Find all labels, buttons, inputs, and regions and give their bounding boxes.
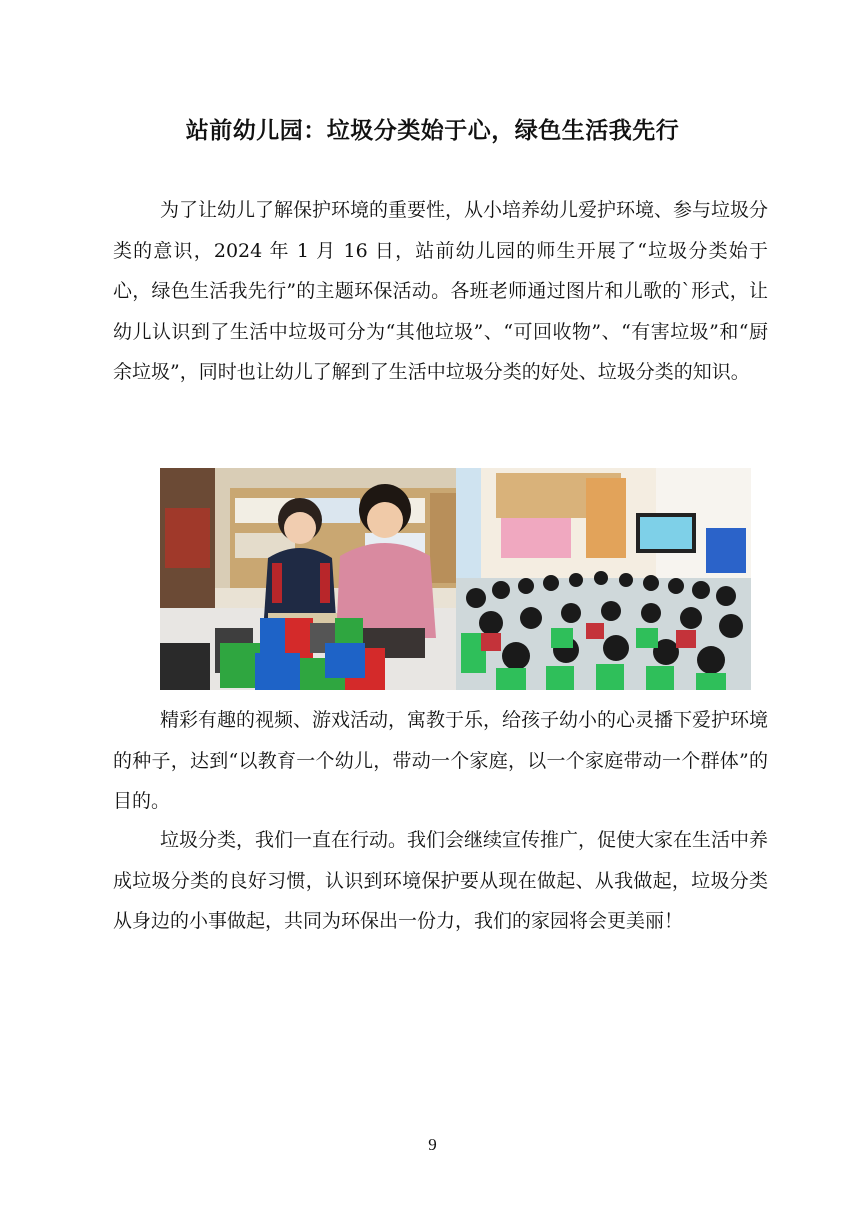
photo-classroom-watching-screen xyxy=(456,468,751,690)
page-title: 站前幼儿园：垃圾分类始于心，绿色生活我先行 xyxy=(185,118,680,144)
photo-children-sorting-bins xyxy=(160,468,456,690)
page-number: 9 xyxy=(428,1135,437,1154)
paragraph-conclusion: 垃圾分类，我们一直在行动。我们会继续宣传推广，促使大家在生活中养成垃圾分类的良好习惯，认识到环境保护要从现在做起、从我做起，垃圾分类从身边的小事做起，共同为环保出一份力，我们的家园将会更美丽！ xyxy=(113,829,769,932)
paragraph-intro: 为了让幼儿了解保护环境的重要性，从小培养幼儿爱护环境、参与垃圾分类的意识，2024 年 1 月 16 日，站前幼儿园的师生开展了“垃圾分类始于心，绿色生活我先行”的主题环保活动。各班老师通过图片和儿歌的`形式，让幼儿认识到了生活中垃圾可分为“其他垃圾”、“可回收物”、“有害垃圾”和“厨余垃圾”，同时也让幼儿了解到了生活中垃圾分类的好处、垃圾分类的知识。 xyxy=(113,199,769,383)
paragraph-activities: 精彩有趣的视频、游戏活动，寓教于乐，给孩子幼小的心灵播下爱护环境的种子，达到“以教育一个幼儿，带动一个家庭，以一个家庭带动一个群体”的目的。 xyxy=(113,709,769,812)
